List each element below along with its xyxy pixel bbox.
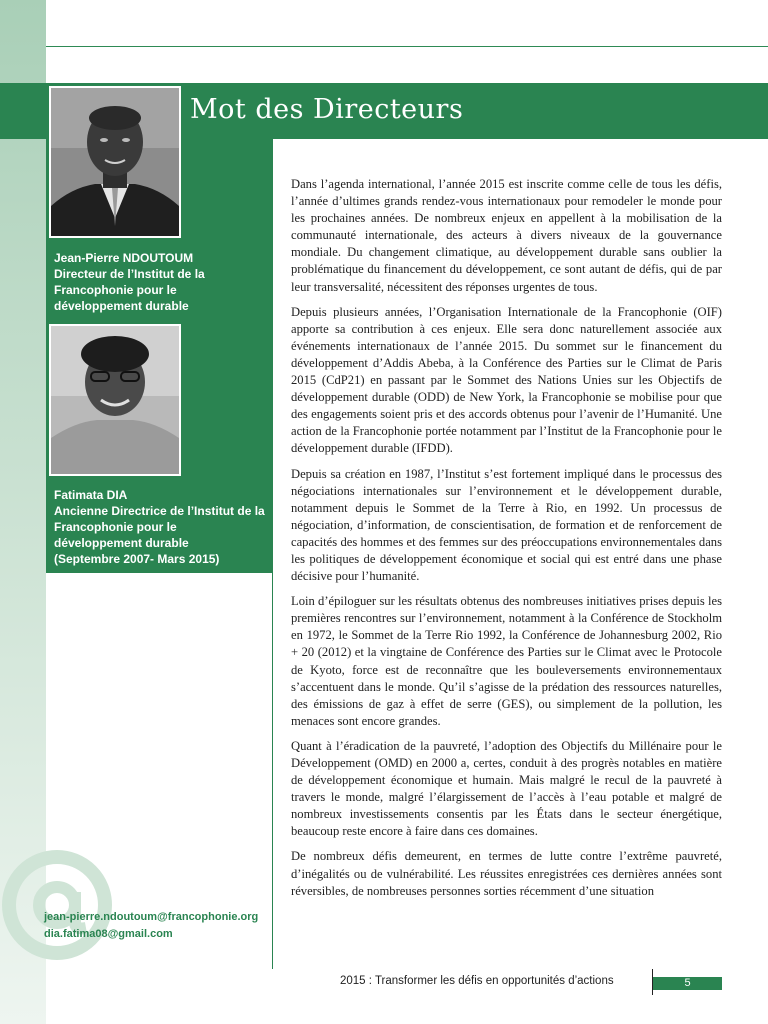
page-number: 5: [653, 977, 722, 990]
contact-emails: [44, 909, 258, 943]
director-period: (Septembre 2007- Mars 2015): [54, 552, 220, 566]
director-caption-ndoutoum: [54, 250, 264, 314]
paragraph: De nombreux défis demeurent, en termes de lutte contre l’extrême pauvreté, d’inégalités ou de vulnérabilité. Les réussites enregistrées ces dernières années sont réversibles, de nombreuses personnes sorties récemment d’une situation: [291, 849, 722, 898]
top-rule: [46, 46, 768, 47]
paragraph: Quant à l’éradication de la pauvreté, l’adoption des Objectifs du Millénaire pour le Développement (OMD) en 2000 a, certes, conduit à des progrès notables en matière de développement économique et humain. Mais malgré le recul de la pauvreté à travers le monde, malgré l’élargissement de l’accès à l’eau potable et malgré de nombreux investissements consentis par les États dans le secteur énergétique, beaucoup reste encore à faire dans ces domaines.: [291, 738, 722, 839]
footer-title: 2015 : Transformer les défis en opportunités d’actions: [340, 975, 614, 987]
director-role: Directeur de l’Institut de la Francophonie pour le développement durable: [54, 267, 205, 313]
email-link[interactable]: dia.fatima08@gmail.com: [44, 928, 173, 940]
article-body: [291, 176, 722, 908]
director-caption-dia: [54, 487, 268, 567]
email-link[interactable]: jean-pierre.ndoutoum@francophonie.org: [44, 911, 259, 923]
column-divider: [272, 139, 273, 969]
paragraph: Depuis sa création en 1987, l’Institut s’est fortement impliqué dans le processus des négociations internationales sur l’environnement et le développement durable, notamment depuis le Sommet de la Terre à Rio, en 1992. Un processus de négociation, d’information, de conscientisation, de formation et de renforcement de capacités des hommes et des femmes sur des préoccupations environnementales dans les politiques de développement économique et social qui est entré dans une phase décisive pour l’humanité.: [291, 466, 722, 584]
director-name: Fatimata DIA: [54, 488, 128, 502]
paragraph: Dans l’agenda international, l’année 2015 est inscrite comme celle de tous les défis, l’année d’ultimes grands rendez-vous internationaux pour remodeler le monde pour les prochaines années. De nombreux enjeux en appellent à la mobilisation de la communauté internationale, des acteurs à divers niveaux de la gouvernance mondiale. Du changement climatique, au développement durable sans oublier la problématique du financement du développement, ce sont autant de défis, qui de par leur transversalité, nécessitent des réponses urgentes de tous.: [291, 177, 722, 294]
paragraph: Loin d’épiloguer sur les résultats obtenus des nombreuses initiatives prises depuis les premières rencontres sur l’environnement, notamment à la Conférence de Stockholm en 1972, le Sommet de la Terre Rio 1992, la Conférence de Johannesburg 2002, Rio + 20 (2012) et la vingtaine de Conférence des Parties sur le Climat avec le Protocole de Kyoto, force est de reconnaître que les bouleversements environnementaux s’accentuent dans le monde. Qu’il s’agisse de la prédation des ressources naturelles, des émissions de gaz à effet de serre (GES), ou simplement de la pollution, les menaces sont encore grandes.: [291, 594, 722, 728]
page-title: Mot des Directeurs: [190, 94, 464, 125]
paragraph: Depuis plusieurs années, l’Organisation Internationale de la Francophonie (OIF) apporte sa contribution à ces enjeux. Elle sera donc naturellement associée aux événements internationaux de l’année 2015. Du sommet sur le financement du développement d’Addis Abeba, à la Conférence des Parties sur le Climat de Paris 2015 (CdP21) en passant par le Sommet des Nations Unies sur les Objectifs de développement durable (ODD) de New York, la Francophonie se mobilise pour que des engagements soient pris et des accords obtenus pour l’avenir de l’Humanité. Une action de la Francophonie portée notamment par l’Institut de la Francophonie pour le développement durable (IFDD).: [291, 304, 722, 456]
director-photo-ndoutoum: [49, 86, 181, 238]
director-photo-dia: [49, 324, 181, 476]
director-role: Ancienne Directrice de l’Institut de la Francophonie pour le développement durable: [54, 504, 265, 550]
director-name: Jean-Pierre NDOUTOUM: [54, 251, 194, 265]
at-sign-icon: [2, 850, 112, 960]
